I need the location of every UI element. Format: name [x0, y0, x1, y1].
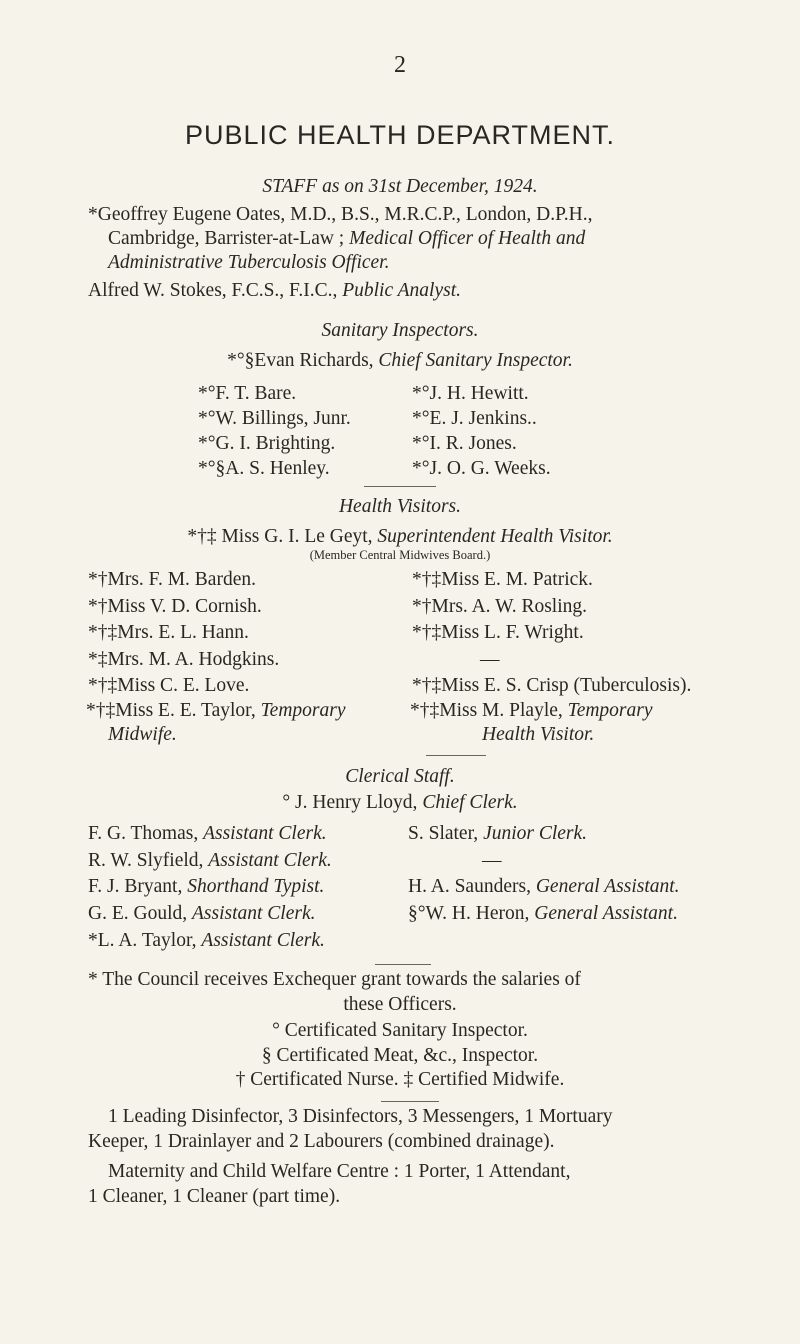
clerical-entry: [88, 874, 332, 901]
sanitary-inspector: *°W. Billings, Junr.: [198, 408, 351, 429]
clerk-name: R. W. Slyfield,: [88, 849, 209, 871]
staff-paragraph-2-line-1: Maternity and Child Welfare Centre : 1 Porter, 1 Attendant,: [108, 1161, 571, 1182]
sanitary-heading: Sanitary Inspectors.: [321, 320, 479, 341]
footnote-line-5: † Certificated Nurse. ‡ Certified Midwife.: [235, 1069, 565, 1090]
chief-sanitary-title: Chief Sanitary Inspector.: [378, 350, 573, 371]
sanitary-inspector: *°J. O. G. Weeks.: [412, 458, 551, 479]
sanitary-inspector: *°§A. S. Henley.: [198, 458, 330, 479]
clerk-title: Assistant Clerk.: [208, 849, 332, 871]
analyst-title: Public Analyst.: [342, 280, 462, 301]
sanitary-inspector: *°E. J. Jenkins..: [412, 408, 537, 429]
page-number: 2: [394, 52, 406, 78]
staff-heading: STAFF as on 31st December, 1924.: [262, 176, 538, 197]
clerical-entry: [408, 848, 680, 875]
health-visitor: *†‡Mrs. E. L. Hann.: [88, 622, 249, 643]
clerical-left-column: [88, 821, 332, 955]
temp-visitor-name: *†‡Miss M. Playle,: [410, 700, 568, 721]
superintendent-name: *†‡ Miss G. I. Le Geyt,: [187, 526, 378, 547]
clerical-entry: [408, 874, 680, 901]
temp-visitor-title: Temporary: [567, 700, 653, 721]
temp-midwife-title: Temporary: [260, 700, 346, 721]
footnote-line-4: § Certificated Meat, &c., Inspector.: [261, 1045, 539, 1066]
staff-paragraph-2-line-2: 1 Cleaner, 1 Cleaner (part time).: [88, 1186, 341, 1207]
moh-line-2: [108, 228, 585, 250]
analyst-line: [88, 280, 461, 302]
temp-midwife-line-1: [86, 700, 346, 722]
moh-qualifications: Cambridge, Barrister-at-Law ;: [108, 228, 350, 249]
superintendent-title: Superintendent Health Visitor.: [377, 526, 613, 547]
moh-title-part1: Medical Officer of Health and: [349, 228, 586, 249]
health-visitor: —: [480, 648, 500, 670]
clerk-title: Shorthand Typist.: [187, 876, 325, 898]
member-note: (Member Central Midwives Board.): [309, 548, 491, 562]
staff-paragraph-1-line-1: 1 Leading Disinfector, 3 Disinfectors, 3 Messengers, 1 Mortuary: [108, 1106, 613, 1127]
clerk-name: F. J. Bryant,: [88, 876, 188, 898]
sanitary-inspector: *°G. I. Brighting.: [198, 433, 336, 454]
clerk-name: H. A. Saunders,: [408, 876, 536, 898]
clerical-entry: [88, 848, 332, 875]
chief-sanitary-name: *°§Evan Richards,: [227, 350, 379, 371]
clerk-title: Assistant Clerk.: [192, 903, 316, 925]
footnote-line-3: ° Certificated Sanitary Inspector.: [272, 1020, 528, 1041]
chief-clerk-title: Chief Clerk.: [422, 792, 518, 813]
sanitary-inspector: *°F. T. Bare.: [198, 383, 297, 404]
health-heading: Health Visitors.: [338, 496, 462, 517]
footnote-line-1: * The Council receives Exchequer grant towards the salaries of: [88, 969, 581, 990]
clerical-entry: [408, 821, 680, 848]
health-visitor: *†‡Miss L. F. Wright.: [412, 622, 584, 643]
moh-title-part2: Administrative Tuberculosis Officer.: [108, 252, 390, 273]
clerk-name: F. G. Thomas,: [88, 823, 204, 844]
clerical-entry: [408, 901, 680, 928]
section-divider: [375, 964, 431, 965]
health-visitor: *†Miss V. D. Cornish.: [88, 595, 262, 617]
clerk-name: S. Slater,: [408, 823, 484, 844]
section-divider: [364, 486, 436, 487]
health-left-column: [88, 567, 279, 700]
staff-paragraph-1-line-2: Keeper, 1 Drainlayer and 2 Labourers (combined drainage).: [88, 1131, 555, 1152]
section-divider: [426, 755, 486, 756]
sanitary-right-column: [412, 381, 551, 481]
clerk-title: General Assistant.: [534, 903, 678, 925]
sanitary-inspector: *°I. R. Jones.: [412, 433, 517, 454]
clerk-title: Assistant Clerk.: [201, 929, 325, 951]
temp-visitor-line-2: Health Visitor.: [482, 724, 595, 745]
health-visitor: *†Mrs. F. M. Barden.: [88, 569, 256, 590]
analyst-name: Alfred W. Stokes, F.C.S., F.I.C.,: [88, 280, 343, 301]
temp-midwife-name: *†‡Miss E. E. Taylor,: [86, 700, 261, 721]
clerical-entry: [88, 901, 332, 928]
health-right-column: [412, 567, 691, 700]
clerk-title: Junior Clerk.: [483, 823, 588, 844]
health-visitor: *†Mrs. A. W. Rosling.: [412, 595, 587, 617]
clerical-heading: Clerical Staff.: [345, 766, 455, 787]
clerk-title: Assistant Clerk.: [203, 823, 327, 844]
superintendent-line: [0, 526, 800, 548]
health-visitor: *‡Mrs. M. A. Hodgkins.: [88, 648, 280, 670]
chief-clerk-name: ° J. Henry Lloyd,: [282, 792, 423, 813]
clerk-name: G. E. Gould,: [88, 903, 192, 925]
chief-clerk-line: [0, 792, 800, 814]
clerk-name: *L. A. Taylor,: [88, 929, 202, 951]
sanitary-left-column: [198, 381, 351, 481]
clerical-right-column: [408, 821, 680, 928]
clerk-name: —: [482, 849, 502, 871]
health-visitor: *†‡Miss E. S. Crisp (Tuberculosis).: [412, 675, 692, 696]
clerical-entry: [88, 928, 332, 955]
clerk-name: §°W. H. Heron,: [408, 903, 535, 925]
department-title: PUBLIC HEALTH DEPARTMENT.: [184, 120, 616, 150]
temp-visitor-line-1: [410, 700, 653, 722]
moh-line-1: *Geoffrey Eugene Oates, M.D., B.S., M.R.C.P., London, D.P.H.,: [88, 204, 593, 225]
footnote-line-2: these Officers.: [343, 994, 457, 1015]
health-visitor: *†‡Miss C. E. Love.: [88, 675, 250, 696]
clerical-entry: [88, 821, 332, 848]
chief-sanitary-line: [0, 350, 800, 372]
health-visitor: *†‡Miss E. M. Patrick.: [412, 569, 593, 590]
section-divider: [381, 1101, 439, 1102]
temp-midwife-line-2: Midwife.: [108, 724, 177, 745]
clerk-title: General Assistant.: [535, 876, 680, 898]
sanitary-inspector: *°J. H. Hewitt.: [412, 383, 529, 404]
